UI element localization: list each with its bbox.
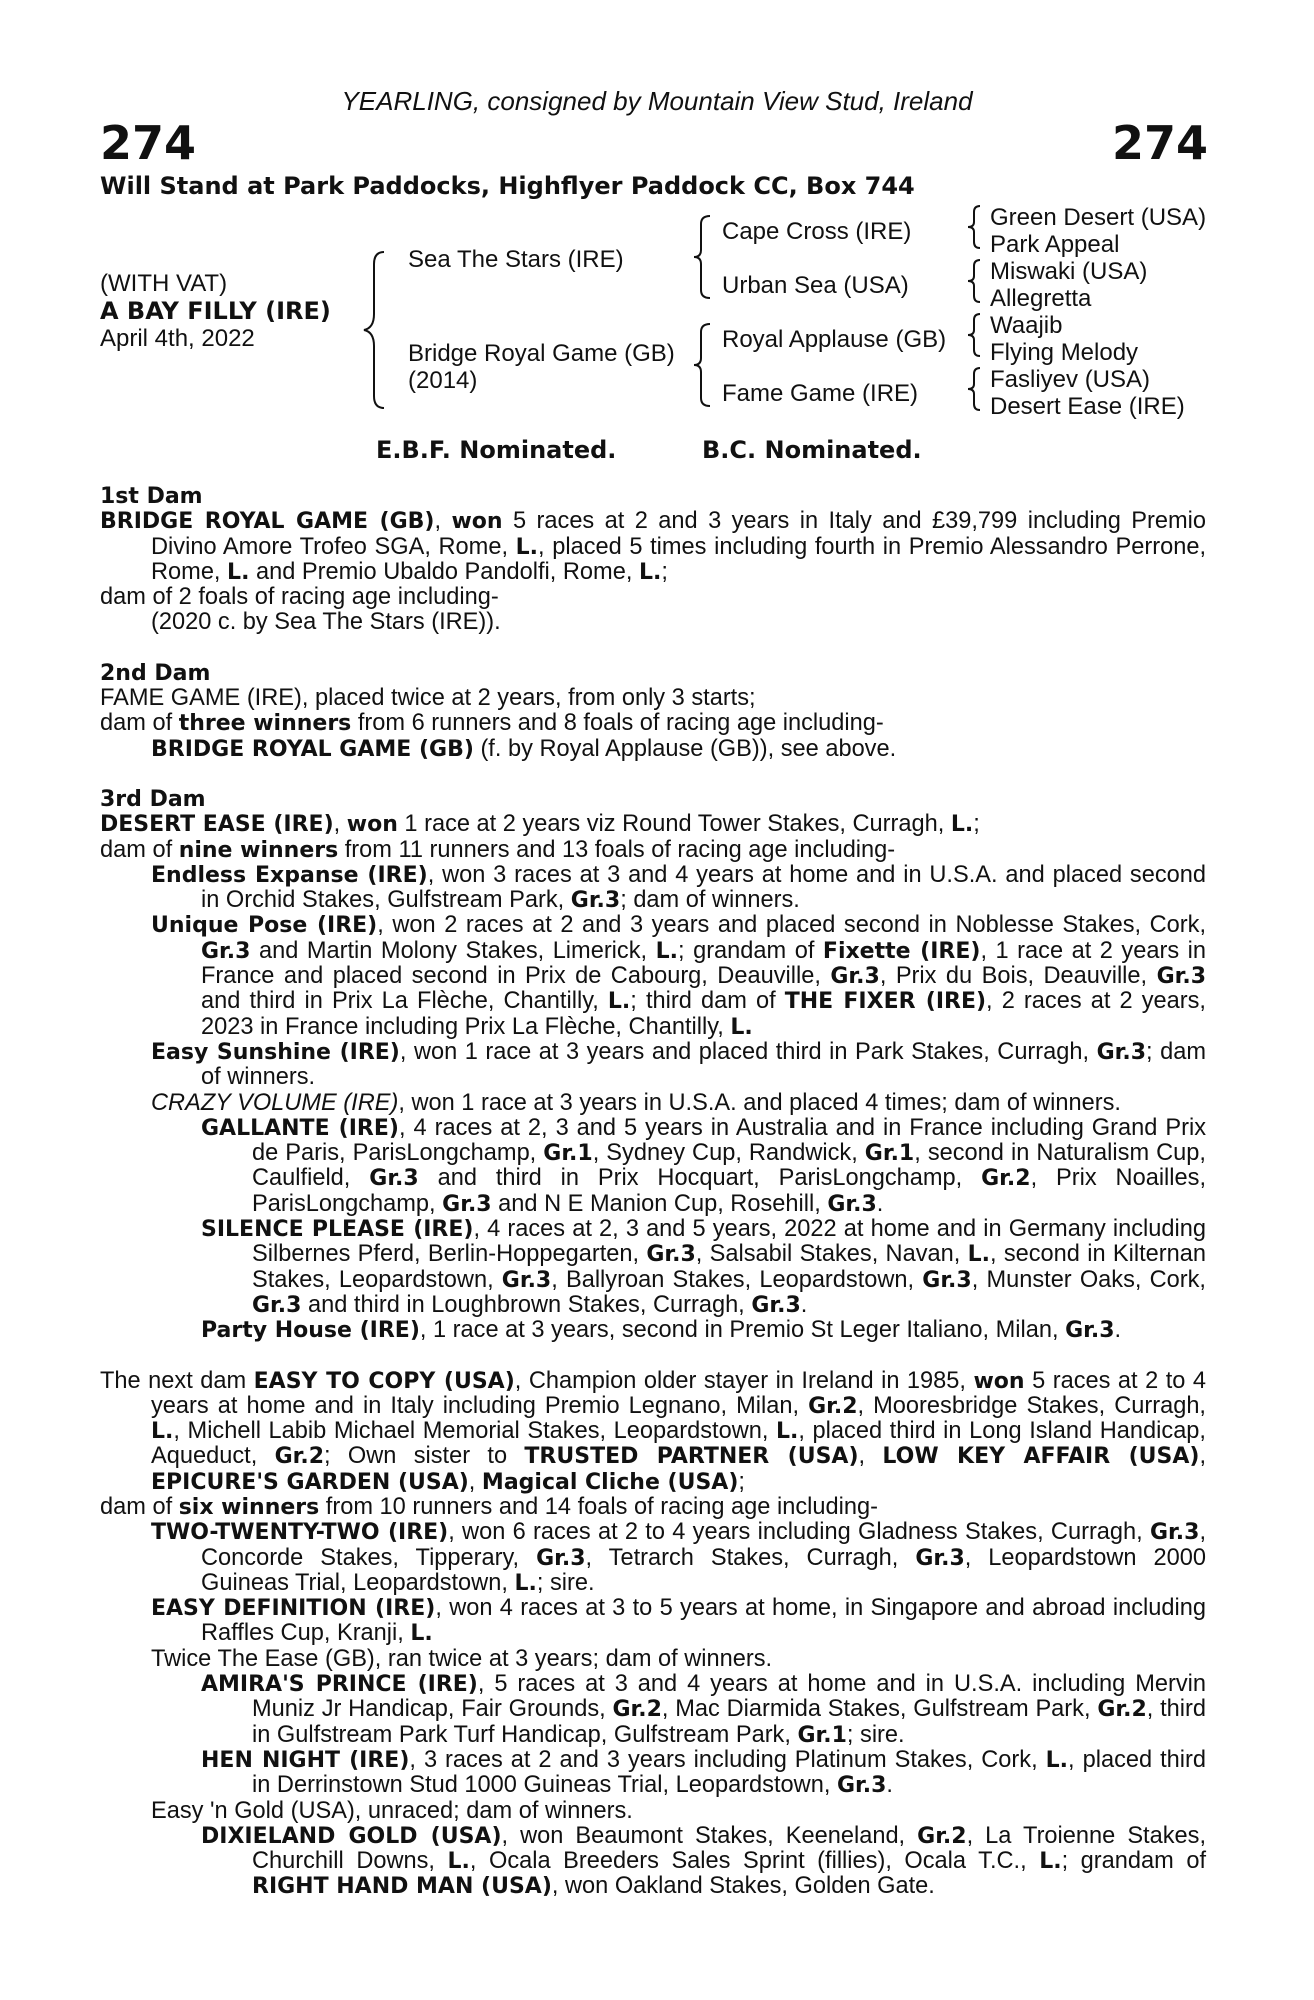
first-dam-produce: (2020 c. by Sea The Stars (IRE)).: [151, 609, 501, 636]
sire-name: Sea The Stars (IRE): [408, 246, 624, 273]
produce-silence-please: SILENCE PLEASE (IRE), 4 races at 2, 3 and 5 years, 2022 at home and in Germany including Silbernes Pferd, Berlin-Hoppegarten, Gr.3, Salsabil Stakes, Navan, L., second in Kilternan Stakes, Leopardstown, Gr.3, Ballyroan Stakes, Leopardstown, Gr.3, Munster Oaks, Cork, Gr.3 and third in Loughbrown Stakes, Curragh, Gr.3.: [201, 1216, 1206, 1318]
brace-ds: [966, 312, 984, 358]
produce-endless-expanse: Endless Expanse (IRE), won 3 races at 3 and 4 years at home and in U.S.A. and placed second in Orchid Stakes, Gulfstream Park, Gr.3; dam of winners.: [151, 861, 1206, 914]
dam-dam: Fame Game (IRE): [722, 380, 919, 407]
produce-easy-n-gold: Easy 'n Gold (USA), unraced; dam of winners.: [151, 1797, 633, 1824]
ebf-nomination: E.B.F. Nominated.: [376, 436, 617, 464]
produce-two-twenty-two: TWO-TWENTY-TWO (IRE), won 6 races at 2 to 4 years including Gladness Stakes, Curragh, Gr.3, Concorde Stakes, Tipperary, Gr.3, Tetrarch Stakes, Curragh, Gr.3, Leopardstown 2000 Guineas Trial, Leopardstown, L.; sire.: [151, 1519, 1207, 1596]
foaling-date: April 4th, 2022: [100, 325, 255, 352]
lot-number-left: 274: [100, 116, 197, 170]
brace-main: [362, 250, 392, 410]
produce-hen-night: HEN NIGHT (IRE), 3 races at 2 and 3 years including Platinum Stakes, Cork, L., placed third in Derrinstown Stud 1000 Guineas Trial, Leopardstown, Gr.3.: [201, 1746, 1206, 1799]
produce-amiras-prince: AMIRA'S PRINCE (IRE), 5 races at 3 and 4 years at home and in U.S.A. including Mervin Muniz Jr Handicap, Fair Grounds, Gr.2, Mac Diarmida Stakes, Gulfstream Park, Gr.2, third in Gulfstream Park Turf Handicap, Gulfstream Park, Gr.1; sire.: [201, 1671, 1206, 1748]
consignment-line: YEARLING, consigned by Mountain View Stud, Ireland: [341, 86, 973, 116]
first-dam-entry: BRIDGE ROYAL GAME (GB), won 5 races at 2 and 3 years in Italy and £39,799 including Premio Divino Amore Trofeo SGA, Rome, L., placed 5 times including fourth in Premio Alessandro Perrone, Rome, L. and Premio Ubaldo Pandolfi, Rome, L.;: [100, 508, 1206, 585]
lot-number-right: 274: [1111, 116, 1208, 170]
dam-sire: Royal Applause (GB): [722, 326, 947, 353]
produce-twice-the-ease: Twice The Ease (GB), ran twice at 3 years; dam of winners.: [151, 1645, 773, 1672]
produce-party-house: Party House (IRE), 1 race at 3 years, second in Premio St Leger Italiano, Milan, Gr.3.: [201, 1317, 1122, 1344]
next-dam-entry: The next dam EASY TO COPY (USA), Champion older stayer in Ireland in 1985, won 5 races at 2 to 4 years at home and in Italy including Premio Legnano, Milan, Gr.2, Mooresbridge Stakes, Curragh, L., Michell Labib Michael Memorial Stakes, Leopardstown, L., placed third in Long Island Handicap, Aqueduct, Gr.2; Own sister to TRUSTED PARTNER (USA), LOW KEY AFFAIR (USA), EPICURE'S GARDEN (USA), Magical Cliche (USA);: [100, 1367, 1206, 1495]
next-dam-produce-intro: dam of six winners from 10 runners and 14 foals of racing age including-: [100, 1493, 878, 1520]
ped-dds: Fasliyev (USA): [990, 366, 1151, 393]
first-dam-heading: 1st Dam: [100, 484, 203, 509]
ped-sss: Green Desert (USA): [990, 204, 1207, 231]
ped-ssd: Park Appeal: [990, 231, 1120, 258]
third-dam-produce-intro: dam of nine winners from 11 runners and 13 foals of racing age including-: [100, 836, 896, 863]
second-dam-produce: BRIDGE ROYAL GAME (GB) (f. by Royal Applause (GB)), see above.: [151, 735, 897, 762]
ped-sdd: Allegretta: [990, 285, 1092, 312]
produce-easy-sunshine: Easy Sunshine (IRE), won 1 race at 3 years and placed third in Park Stakes, Curragh, Gr.3; dam of winners.: [151, 1038, 1206, 1091]
produce-unique-pose: Unique Pose (IRE), won 2 races at 2 and 3 years and placed second in Noblesse Stakes, Cork, Gr.3 and Martin Molony Stakes, Limerick, L.; grandam of Fixette (IRE), 1 race at 2 years in France and placed second in Prix de Cabourg, Deauville, Gr.3, Prix du Bois, Deauville, Gr.3 and third in Prix La Flèche, Chantilly, L.; third dam of THE FIXER (IRE), 2 races at 2 years, 2023 in France including Prix La Flèche, Chantilly, L.: [151, 912, 1206, 1040]
subject-name: A BAY FILLY (IRE): [100, 297, 331, 325]
ped-sds: Miswaki (USA): [990, 258, 1148, 285]
brace-dd: [966, 366, 984, 412]
dam-name: Bridge Royal Game (GB): [408, 340, 675, 367]
first-dam-produce-intro: dam of 2 foals of racing age including-: [100, 584, 499, 611]
produce-easy-definition: EASY DEFINITION (IRE), won 4 races at 3 to 5 years at home, in Singapore and abroad including Raffles Cup, Kranji, L.: [151, 1595, 1206, 1647]
produce-dixieland-gold: DIXIELAND GOLD (USA), won Beaumont Stakes, Keeneland, Gr.2, La Troienne Stakes, Churchill Downs, L., Ocala Breeders Sales Sprint (fillies), Ocala T.C., L.; grandam of RIGHT HAND MAN (USA), won Oakland Stakes, Golden Gate.: [201, 1822, 1206, 1900]
vat-note: (WITH VAT): [100, 270, 228, 297]
second-dam-heading: 2nd Dam: [100, 660, 211, 686]
sire-sire: Cape Cross (IRE): [722, 218, 912, 245]
second-dam-entry: FAME GAME (IRE), placed twice at 2 years, from only 3 starts;: [100, 685, 756, 712]
bc-nomination: B.C. Nominated.: [702, 436, 922, 464]
ped-dss: Waajib: [990, 312, 1063, 339]
dam-year: (2014): [408, 367, 478, 394]
brace-dam: [692, 322, 714, 408]
stand-location: Will Stand at Park Paddocks, Highflyer Paddock CC, Box 744: [100, 172, 915, 200]
third-dam-heading: 3rd Dam: [100, 786, 206, 812]
ped-dsd: Flying Melody: [990, 339, 1139, 366]
third-dam-entry: DESERT EASE (IRE), won 1 race at 2 years viz Round Tower Stakes, Curragh, L.;: [100, 811, 980, 838]
brace-sd: [966, 258, 984, 304]
ped-ddd: Desert Ease (IRE): [990, 393, 1185, 420]
brace-ss: [966, 204, 984, 250]
produce-gallante: GALLANTE (IRE), 4 races at 2, 3 and 5 years in Australia and in France including Grand Prix de Paris, ParisLongchamp, Gr.1, Sydney Cup, Randwick, Gr.1, second in Naturalism Cup, Caulfield, Gr.3 and third in Prix Hocquart, ParisLongchamp, Gr.2, Prix Noailles, ParisLongchamp, Gr.3 and N E Manion Cup, Rosehill, Gr.3.: [201, 1114, 1207, 1217]
catalogue-body: [100, 484, 1206, 1900]
second-dam-produce-intro: dam of three winners from 6 runners and 8 foals of racing age including-: [100, 710, 884, 737]
brace-sire: [692, 214, 714, 300]
produce-crazy-volume: CRAZY VOLUME (IRE), won 1 race at 3 years in U.S.A. and placed 4 times; dam of winners.: [151, 1089, 1121, 1116]
sire-dam: Urban Sea (USA): [722, 272, 909, 299]
